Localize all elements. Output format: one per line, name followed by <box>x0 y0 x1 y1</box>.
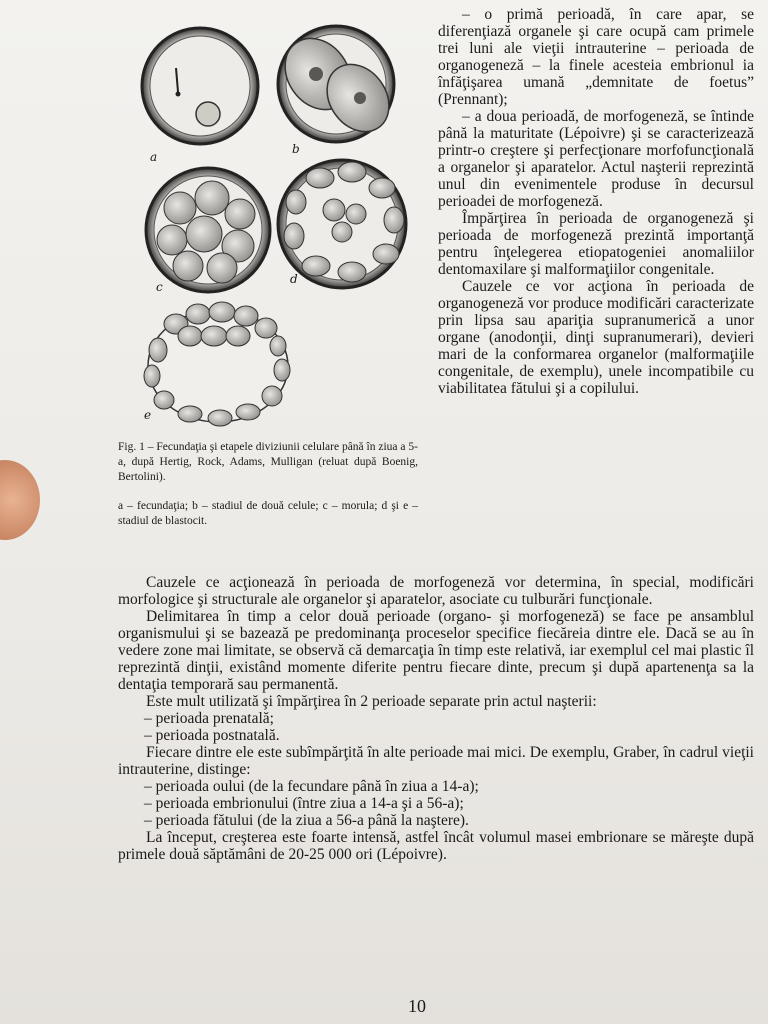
page-number: 10 <box>408 996 426 1016</box>
paragraph: Fiecare dintre ele este subîmpărţită în alte perioade mai mici. De exemplu, Graber, în cadrul vieţii intrauterine, distinge: <box>118 744 754 778</box>
paragraph: Împărţirea în perioada de organogeneză şi perioada de morfogeneză prezintă importanţă pentru înţelegerea etiopatogeniei anomaliilor dentomaxilare şi malformaţiilor congenitale. <box>438 210 754 278</box>
paragraph: – o primă perioadă, în care apar, se diferenţiază organele şi care ocupă cam primele trei luni ale vieţii intrauterine – perioada de organogeneză – la finele acesteia embrionul ia înfăţişarea umană „demnitate de foetus” (Prennant); <box>438 6 754 108</box>
list-item: – perioada oului (de la fecundare până în ziua a 14-a); <box>144 778 479 795</box>
list-item: – perioada embrionului (între ziua a 14-a şi a 56-a); <box>144 795 464 812</box>
paragraph: Delimitarea în timp a celor două perioade (organo- şi morfogeneză) se face pe ansamblul organismului şi se bazează pe predominanţa proceselor specifice fiecăreia dintre ele. Dacă se au în vedere zone mai limitate, se observă că demarcaţia în timp este relativă, iar exemplul cel mai plastic îl reprezintă dinţii, existând momente diferite pentru fiecare dinte, precum şi după apartenenţa sa la dentaţia temporară sau permanentă. <box>118 608 754 693</box>
fig-label-a: a <box>150 150 158 164</box>
stage-a-fecundation <box>142 28 258 144</box>
right-column-text <box>438 6 754 397</box>
fig-label-d: d <box>290 272 298 286</box>
figure-cell-division <box>120 10 420 430</box>
stage-d-blastocyst <box>278 160 406 288</box>
stage-c-morula <box>146 168 270 292</box>
paragraph: Este mult utilizată şi împărţirea în 2 perioade separate prin actul naşterii: <box>146 693 597 710</box>
paragraph: La început, creşterea este foarte intensă, astfel încât volumul masei embrionare se măreşte după primele două săptămâni de 20-25 000 ori (Lépoivre). <box>118 829 754 863</box>
stage-b-two-cells <box>272 26 402 144</box>
list-item: – perioada postnatală. <box>144 727 280 744</box>
fig-label-b: b <box>292 142 300 156</box>
fig-label-c: c <box>156 280 163 294</box>
list-item: – perioada fătului (de la ziua a 56-a până la naştere). <box>144 812 469 829</box>
caption-title: Fig. 1 – Fecundaţia şi etapele diviziunii celulare până în ziua a 5-a, după Hertig, Rock, Adams, Mulligan (reluat după Boenig, Bertolini). <box>118 441 418 483</box>
caption-legend: a – fecundaţia; b – stadiul de două celule; c – morula; d şi e – stadiul de blastocit. <box>118 500 418 527</box>
finger <box>0 460 40 540</box>
fig-label-e: e <box>144 408 152 422</box>
paragraph: – a doua perioadă, de morfogeneză, se întinde până la maturitate (Lépoivre) şi se caracterizează printr-o creştere şi perfecţionare morfofuncţională a organelor şi aparatelor. Actul naşterii reprezintă unul din evenimentele produse în decursul perioadei de morfogeneză. <box>438 108 754 210</box>
paragraph: Cauzele ce vor acţiona în perioada de organogeneză vor produce modificări caracterizate prin lipsa sau apariţia supranumerică a unor organe (anodonţii, dinţi supranumerari), devieri mari de la conformarea organelor (malformaţiile congenitale, de exemplu), unele incompatibile cu viabilitatea fătului şi a copilului. <box>438 278 754 397</box>
list-item: – perioada prenatală; <box>144 710 274 727</box>
cell-division-illustration <box>120 10 420 430</box>
full-width-text <box>118 574 754 863</box>
stage-e-blastocyst <box>144 302 290 426</box>
figure-caption <box>118 440 418 529</box>
paragraph: Cauzele ce acţionează în perioada de morfogeneză vor determina, în special, modificări morfologice şi structurale ale organelor şi aparatelor, asociate cu tulburări funcţionale. <box>118 574 754 608</box>
